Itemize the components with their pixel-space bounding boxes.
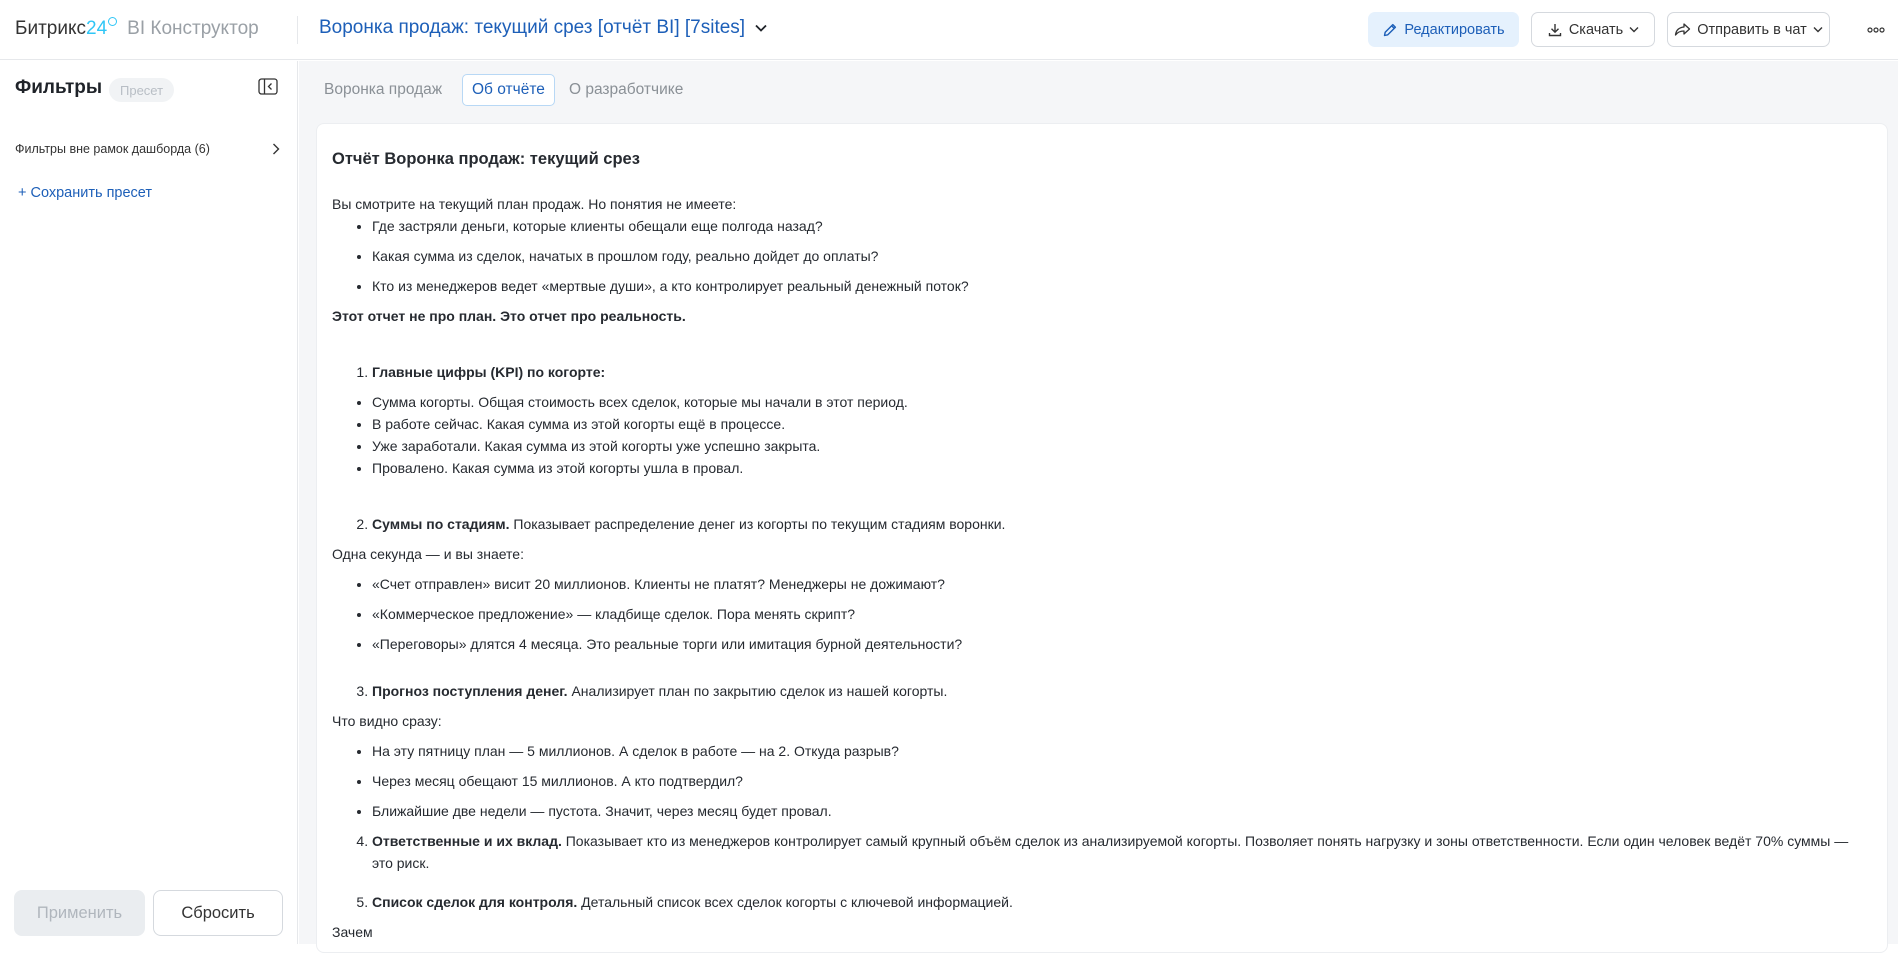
preset-badge[interactable]: Пресет (109, 78, 174, 102)
logo-clock-icon (108, 17, 117, 26)
section-4 (332, 830, 1872, 874)
section-5 (332, 891, 1872, 913)
list-item: • Кто из менеджеров ведет «мертвые души», а кто контролирует реальный денежный поток? (372, 275, 1872, 297)
stages-list (332, 573, 1872, 655)
save-preset-link[interactable]: + Сохранить пресет (18, 185, 153, 201)
tab-sales-funnel[interactable]: Воронка продаж (324, 81, 443, 98)
list-item: • Какая сумма из сделок, начатых в прошлом году, реально дойдет до оплаты? (372, 245, 1872, 267)
top-header (0, 0, 1898, 60)
external-filters-label: Фильтры вне рамок дашборда (6) (15, 142, 210, 156)
intro-list (332, 215, 1872, 297)
report-description-card (316, 123, 1888, 953)
tab-about-report[interactable]: Об отчёте (462, 74, 555, 106)
section-1-title: Главные цифры (KPI) по когорте: (372, 364, 606, 380)
filters-sidebar (0, 61, 298, 944)
list-item: • На эту пятницу план — 5 миллионов. А сделок в работе — на 2. Откуда разрыв? (372, 740, 1872, 762)
logo[interactable] (15, 18, 259, 40)
section-4-title: Ответственные и их вклад. (372, 833, 562, 849)
more-dots-icon (1867, 27, 1885, 33)
external-filters-row[interactable] (15, 137, 280, 161)
tab-about-developer[interactable]: О разработчике (569, 81, 684, 98)
section-2 (332, 513, 1872, 535)
section-4-text: Показывает кто из менеджеров контролирует самый крупный объём сделок из анализируемой когорты. Позволяет понять нагрузку и зоны ответственности. Если один человек ведёт 70% суммы — это риск. (372, 833, 1849, 871)
section-5-title: Список сделок для контроля. (372, 894, 578, 910)
section-1 (332, 361, 1872, 383)
list-item: • «Коммерческое предложение» — кладбище сделок. Пора менять скрипт? (372, 603, 1872, 625)
kpi-list (332, 391, 1872, 479)
chevron-down-icon (1813, 26, 1823, 33)
forecast-list (332, 740, 1872, 822)
section-heading (372, 513, 1872, 535)
logo-number: 24 (86, 18, 108, 39)
section-5-text: Детальный список всех сделок когорты с ключевой информацией. (577, 894, 1013, 910)
logo-suffix: BI Конструктор (127, 18, 259, 39)
send-to-chat-label: Отправить в чат (1697, 21, 1807, 38)
list-item: • Ближайшие две недели — пустота. Значит, через месяц будет провал. (372, 800, 1872, 822)
cut-off-line: Зачем (332, 924, 373, 940)
section-3-text: Анализирует план по закрытию сделок из нашей когорты. (567, 683, 948, 699)
report-title: Воронка продаж: текущий срез [отчёт BI] [7sites] (319, 17, 746, 38)
chevron-down-icon (1629, 26, 1639, 33)
list-item: • Провалено. Какая сумма из этой когорты ушла в провал. (372, 457, 1872, 479)
reset-button[interactable]: Сбросить (153, 890, 283, 936)
section-2-text: Показывает распределение денег из когорты по текущим стадиям воронки. (509, 516, 1006, 532)
edit-button[interactable] (1368, 12, 1519, 47)
filters-title: Фильтры (15, 77, 103, 98)
section-heading (372, 830, 1872, 874)
section-3-title: Прогноз поступления денег. (372, 683, 568, 699)
intro-text: Вы смотрите на текущий план продаж. Но понятия не имеете: (332, 196, 737, 212)
edit-button-label: Редактировать (1404, 21, 1505, 38)
download-button[interactable] (1531, 12, 1655, 47)
list-item: • Сумма когорты. Общая стоимость всех сделок, которые мы начали в этот период. (372, 391, 1872, 413)
download-icon (1547, 22, 1563, 38)
chevron-right-icon (272, 143, 280, 155)
section-2-lead: Одна секунда — и вы знаете: (332, 546, 524, 562)
chevron-down-icon (755, 24, 767, 32)
section-3 (332, 680, 1872, 702)
article-title: Отчёт Воронка продаж: текущий срез (332, 150, 640, 168)
send-to-chat-button[interactable] (1667, 12, 1830, 47)
section-heading (372, 361, 1872, 383)
list-item: • Уже заработали. Какая сумма из этой когорты уже успешно закрыта. (372, 435, 1872, 457)
list-item: • Где застряли деньги, которые клиенты обещали еще полгода назад? (372, 215, 1872, 237)
logo-text: Битрикс (15, 18, 86, 39)
tagline: Этот отчет не про план. Это отчет про реальность. (332, 308, 686, 324)
report-description (332, 148, 1872, 943)
list-item: • В работе сейчас. Какая сумма из этой когорты ещё в процессе. (372, 413, 1872, 435)
list-item: • Через месяц обещают 15 миллионов. А кто подтвердил? (372, 770, 1872, 792)
section-3-lead: Что видно сразу: (332, 713, 442, 729)
more-menu-button[interactable] (1864, 18, 1888, 42)
report-title-dropdown[interactable] (319, 17, 767, 39)
header-divider (297, 16, 298, 44)
collapse-sidebar-button[interactable] (258, 78, 280, 98)
list-item: • «Переговоры» длятся 4 месяца. Это реальные торги или имитация бурной деятельности? (372, 633, 1872, 655)
list-item: • «Счет отправлен» висит 20 миллионов. Клиенты не платят? Менеджеры не дожимают? (372, 573, 1872, 595)
section-heading (372, 680, 1872, 702)
collapse-panel-icon (258, 78, 278, 95)
apply-button[interactable]: Применить (14, 890, 145, 936)
section-heading (372, 891, 1872, 913)
download-button-label: Скачать (1568, 21, 1624, 38)
pencil-icon (1382, 22, 1398, 38)
section-2-title: Суммы по стадиям. (372, 516, 510, 532)
share-arrow-icon (1674, 22, 1691, 37)
